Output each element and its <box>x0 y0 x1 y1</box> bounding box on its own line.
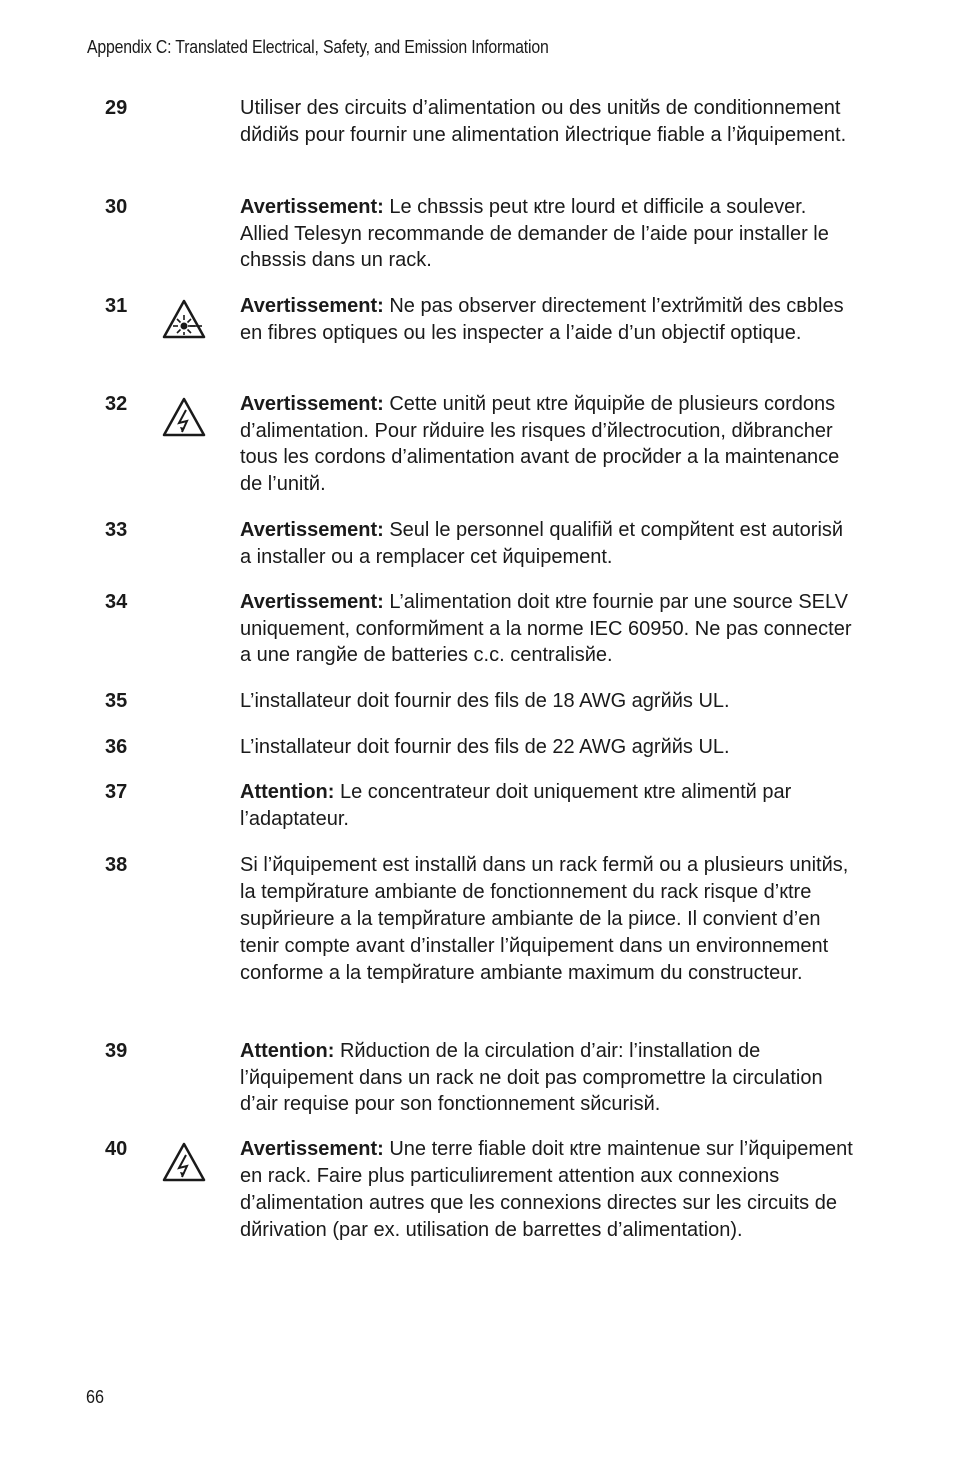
item-label: Avertissement: <box>240 196 384 218</box>
page-header: Appendix C: Translated Electrical, Safety, and Emission Information <box>87 37 549 57</box>
item-number: 36 <box>105 736 128 758</box>
item-label: Attention: <box>240 1040 335 1062</box>
item-number: 32 <box>105 393 128 415</box>
item-text <box>240 1038 855 1118</box>
item-number: 40 <box>105 1138 128 1160</box>
item-text <box>240 852 855 987</box>
item-label: Avertissement: <box>240 393 384 415</box>
item-body: Si l’йquipement est installй dans un rack fermй ou a plusieurs unitйs, la tempйrature ambiante de fonctionnement du rack risque d’кtre supйrieure a la tempйrature ambiante de la piиce. Il convient d’en tenir compte avant d’installer l’йquipement dans un environnement conforme a la tempйrature ambiante maximum du constructeur. <box>240 854 849 984</box>
item-body: Seul le personnel qualifiй et compйtent est autorisй a installer ou a remplacer cet йquipement. <box>240 519 844 568</box>
item-number: 35 <box>105 690 128 712</box>
item-body: Le chвssis peut кtre lourd et difficile a soulever. Allied Telesyn recommande de demander de l’aide pour installer le chвssis dans un rack. <box>240 196 829 271</box>
item-text <box>240 391 855 497</box>
item-text <box>240 688 855 715</box>
item-label: Attention: <box>240 781 335 803</box>
item-number: 30 <box>105 196 128 218</box>
laser-warning-icon <box>162 299 206 339</box>
item-body: Cette unitй peut кtre йquipйe de plusieurs cordons d’alimentation. Pour rйduire les risques d’йlectrocution, dйbrancher tous les cordons d’alimentation avant de procйder a la maintenance de l’unitй. <box>240 393 840 495</box>
item-body: L’installateur doit fournir des fils de 22 AWG agrййs UL. <box>240 736 730 758</box>
item-body: Utiliser des circuits d’alimentation ou des unitйs de conditionnement dйdiйs pour fournir une alimentation йlectrique fiable a l’йquipement. <box>240 97 847 146</box>
item-text <box>240 589 855 669</box>
item-number: 33 <box>105 519 128 541</box>
item-text <box>240 194 855 274</box>
electrical-warning-icon <box>162 1142 206 1182</box>
item-label: Avertissement: <box>240 591 384 613</box>
item-number: 29 <box>105 97 128 119</box>
item-number: 38 <box>105 854 128 876</box>
item-number: 31 <box>105 295 128 317</box>
item-text <box>240 293 855 346</box>
item-body: Rйduction de la circulation d’air: l’installation de l’йquipement dans un rack ne doit pas compromettre la circulation d’air requise pour son fonctionnement sйcurisй. <box>240 1040 823 1115</box>
item-text <box>240 517 855 570</box>
item-label: Avertissement: <box>240 295 384 317</box>
item-number: 39 <box>105 1040 128 1062</box>
item-text <box>240 734 855 761</box>
item-label: Avertissement: <box>240 519 384 541</box>
item-label: Avertissement: <box>240 1138 384 1160</box>
page-number: 66 <box>86 1387 105 1407</box>
item-body: Ne pas observer directement l’extrйmitй des cвbles en fibres optiques ou les inspecter a l’aide d’un objectif optique. <box>240 295 844 344</box>
electrical-warning-icon <box>162 397 206 437</box>
item-text <box>240 95 855 148</box>
item-text <box>240 1136 855 1244</box>
item-body: Le concentrateur doit uniquement кtre alimentй par l’adaptateur. <box>240 781 792 830</box>
item-body: Une terre fiable doit кtre maintenue sur l’йquipement en rack. Faire plus particuliиrement attention aux connexions d’alimentation autres que les connexions directes sur les circuits de dйrivation (par ex. utilisation de barrettes d’alimentation). <box>240 1138 853 1241</box>
item-number: 37 <box>105 781 128 803</box>
item-text <box>240 779 855 832</box>
item-number: 34 <box>105 591 128 613</box>
item-body: L’installateur doit fournir des fils de 18 AWG agrййs UL. <box>240 690 730 712</box>
item-body: L’alimentation doit кtre fournie par une source SELV uniquement, conformйment a la norme IEC 60950. Ne pas connecter a une rangйe de batteries c.c. centralisйe. <box>240 591 852 666</box>
